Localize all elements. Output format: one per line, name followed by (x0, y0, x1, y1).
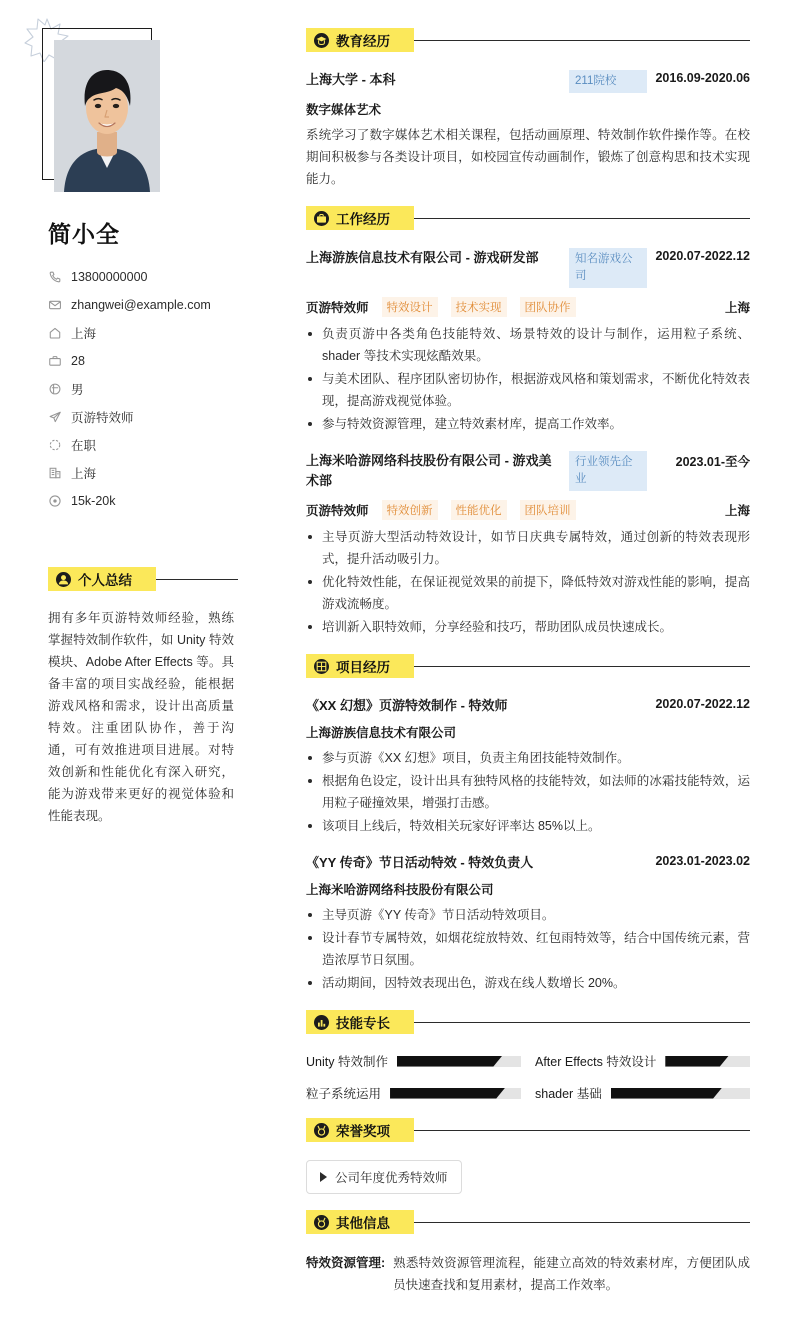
project-entry (306, 853, 750, 994)
list-item: 主导页游《YY 传奇》节日活动特效项目。 (306, 904, 750, 926)
contact-list (48, 263, 266, 515)
contact-value: 13800000000 (71, 270, 148, 284)
contact-job-title (48, 403, 266, 431)
list-item: 优化特效性能，在保证视觉效果的前提下，降低特效对游戏性能的影响，提高游戏流畅度。 (306, 571, 750, 615)
person-icon (56, 572, 71, 587)
page-title: 简小全 (48, 221, 120, 247)
section-rule (400, 218, 750, 219)
skill-tag: 技术实现 (451, 297, 507, 317)
section-title: 技能专长 (336, 1016, 390, 1031)
contact-work-city (48, 459, 266, 487)
section-header-skills (306, 1010, 750, 1034)
contact-value: zhangwei@example.com (71, 298, 211, 312)
skill-tag: 特效创新 (382, 500, 438, 520)
grid-icon (314, 659, 329, 674)
company-badge: 知名游戏公司 (569, 248, 647, 288)
skill-tag: 团队协作 (520, 297, 576, 317)
section-header-education (306, 28, 750, 52)
work-location: 上海 (724, 504, 750, 518)
section-work (306, 206, 750, 638)
list-item: 设计春节专属特效，如烟花绽放特效、红包雨特效等，结合中国传统元素，营造浓厚节日氛围。 (306, 927, 750, 971)
skill-progress-fill (397, 1056, 502, 1067)
education-description: 系统学习了数字媒体艺术相关课程，包括动画原理、特效制作软件操作等。在校期间积极参与各类设计项目，如校园宣传动画制作，锻炼了创意构思和技术实现能力。 (306, 128, 750, 186)
list-item: 根据角色设定，设计出具有独特风格的技能特效，如法师的冰霜技能特效，运用粒子碰撞效果，增强打击感。 (306, 770, 750, 814)
work-location: 上海 (724, 301, 750, 315)
skill-label: After Effects 特效设计 (535, 1055, 657, 1069)
paper-plane-icon (48, 410, 62, 424)
skill-item (306, 1052, 521, 1070)
skill-label: 粒子系统运用 (306, 1087, 382, 1101)
skill-progress-bar (397, 1056, 521, 1067)
section-skills (306, 1010, 750, 1102)
list-item: 与美术团队、程序团队密切协作，根据游戏风格和策划需求，不断优化特效表现，提高游戏视觉体验。 (306, 368, 750, 412)
right-column (290, 0, 794, 1326)
section-title: 教育经历 (336, 34, 390, 49)
company-name: 上海游族信息技术有限公司 - 游戏研发部 (306, 250, 539, 265)
contact-city (48, 319, 266, 347)
section-other-info (306, 1210, 750, 1296)
section-title: 个人总结 (78, 573, 132, 588)
project-name: 《XX 幻想》页游特效制作 - 特效师 (306, 698, 508, 713)
list-item: 培训新入职特效师，分享经验和技巧，帮助团队成员快速成长。 (306, 616, 750, 638)
list-item: 该项目上线后，特效相关玩家好评率达 85%以上。 (306, 815, 750, 837)
skills-grid (306, 1052, 750, 1102)
skill-label: shader 基础 (535, 1087, 602, 1101)
project-entry (306, 696, 750, 837)
role-title: 页游特效师 (306, 504, 369, 518)
skill-progress-fill (390, 1088, 505, 1099)
contact-value: 男 (71, 383, 84, 397)
play-triangle-icon (320, 1172, 327, 1182)
profile-photo (54, 40, 160, 192)
contact-value: 15k-20k (71, 494, 116, 508)
contact-status (48, 431, 266, 459)
graduation-icon (314, 33, 329, 48)
section-rule (400, 666, 750, 667)
section-projects (306, 654, 750, 994)
avatar (54, 40, 174, 192)
skill-tag: 团队培训 (520, 500, 576, 520)
award-list (306, 1160, 750, 1194)
date-range: 2020.07-2022.12 (655, 697, 750, 711)
section-title: 其他信息 (336, 1216, 390, 1231)
medal-icon (314, 1215, 329, 1230)
company-name: 上海米哈游网络科技股份有限公司 - 游戏美术部 (306, 453, 552, 488)
section-header-projects (306, 654, 750, 678)
status-badge: 211院校 (569, 70, 647, 93)
chart-icon (314, 1015, 329, 1030)
skill-item (535, 1084, 750, 1102)
section-header-work (306, 206, 750, 230)
contact-phone (48, 263, 266, 291)
other-info-row (306, 1252, 750, 1296)
contact-salary (48, 487, 266, 515)
school-name: 上海大学 - 本科 (306, 72, 396, 87)
skill-item (535, 1052, 750, 1070)
list-item: 参与特效资源管理，建立特效素材库，提高工作效率。 (306, 413, 750, 435)
major: 数字媒体艺术 (306, 103, 382, 117)
section-title: 荣誉奖项 (336, 1124, 390, 1139)
gender-icon (48, 382, 62, 396)
award-item[interactable] (306, 1160, 462, 1194)
section-header-summary (48, 567, 238, 591)
skill-progress-fill (665, 1056, 729, 1067)
list-item: 负责页游中各类角色技能特效、场景特效的设计与制作，运用粒子系统、shader 等技术实现炫酷效果。 (306, 323, 750, 367)
salary-icon (48, 494, 62, 508)
contact-gender (48, 375, 266, 403)
section-education (306, 28, 750, 190)
list-item: 活动期间，因特效表现出色，游戏在线人数增长 20%。 (306, 972, 750, 994)
briefcase-icon (48, 354, 62, 368)
responsibility-list (306, 323, 750, 435)
status-icon (48, 438, 62, 452)
section-title: 项目经历 (336, 660, 390, 675)
date-range: 2023.01-2023.02 (655, 854, 750, 868)
work-entry (306, 248, 750, 435)
contact-age (48, 347, 266, 375)
contact-value: 上海 (71, 327, 97, 341)
other-info-label: 特效资源管理: (306, 1256, 386, 1270)
skill-progress-bar (665, 1056, 750, 1067)
contact-email (48, 291, 266, 319)
section-title: 工作经历 (336, 212, 390, 227)
skill-progress-bar (390, 1088, 521, 1099)
home-icon (48, 326, 62, 340)
education-entry (306, 70, 750, 190)
skill-tag: 特效设计 (382, 297, 438, 317)
date-range: 2016.09-2020.06 (655, 71, 750, 85)
skill-progress-bar (611, 1088, 750, 1099)
section-rule (400, 40, 750, 41)
contact-value: 在职 (71, 439, 97, 453)
section-header-awards (306, 1118, 750, 1142)
project-company: 上海米哈游网络科技股份有限公司 (306, 883, 494, 897)
project-name: 《YY 传奇》节日活动特效 - 特效负责人 (306, 855, 534, 870)
section-rule (400, 1022, 750, 1023)
mail-icon (48, 298, 62, 312)
list-item: 参与页游《XX 幻想》项目，负责主角团技能特效制作。 (306, 747, 750, 769)
skill-progress-fill (611, 1088, 722, 1099)
date-range: 2020.07-2022.12 (655, 249, 750, 263)
other-info-text: 熟悉特效资源管理流程，能建立高效的特效素材库，方便团队成员快速查找和复用素材，提高工作效率。 (393, 1256, 750, 1292)
summary-text: 拥有多年页游特效师经验，熟练掌握特效制作软件，如 Unity 特效模块、Adobe After Effects 等。具备丰富的项目实战经验，能根据游戏风格和需求，设计出高质量特效。注重团队协作，善于沟通，可有效推进项目进展。对特效创新和性能优化有深入研究，能为游戏带来更好的视觉体验和性能表现。 (48, 611, 234, 823)
contact-value: 上海 (71, 467, 97, 481)
skill-label: Unity 特效制作 (306, 1055, 388, 1069)
briefcase-icon (314, 211, 329, 226)
company-badge: 行业领先企业 (569, 451, 647, 491)
section-rule (400, 1130, 750, 1131)
contact-value: 28 (71, 354, 85, 368)
project-company: 上海游族信息技术有限公司 (306, 726, 457, 740)
building-icon (48, 466, 62, 480)
skill-item (306, 1084, 521, 1102)
role-title: 页游特效师 (306, 301, 369, 315)
section-awards (306, 1118, 750, 1194)
skill-tag: 性能优化 (451, 500, 507, 520)
work-entry (306, 451, 750, 638)
date-range: 2023.01-至今 (675, 455, 750, 469)
section-rule (142, 579, 238, 580)
project-detail-list (306, 747, 750, 837)
phone-icon (48, 270, 62, 284)
award-label: 公司年度优秀特效师 (335, 1171, 448, 1185)
contact-value: 页游特效师 (71, 411, 134, 425)
left-column (0, 0, 290, 1326)
list-item: 主导页游大型活动特效设计，如节日庆典专属特效，通过创新的特效表现形式，提升活动吸引力。 (306, 526, 750, 570)
project-detail-list (306, 904, 750, 994)
section-rule (400, 1222, 750, 1223)
responsibility-list (306, 526, 750, 638)
section-header-other-info (306, 1210, 750, 1234)
medal-icon (314, 1123, 329, 1138)
